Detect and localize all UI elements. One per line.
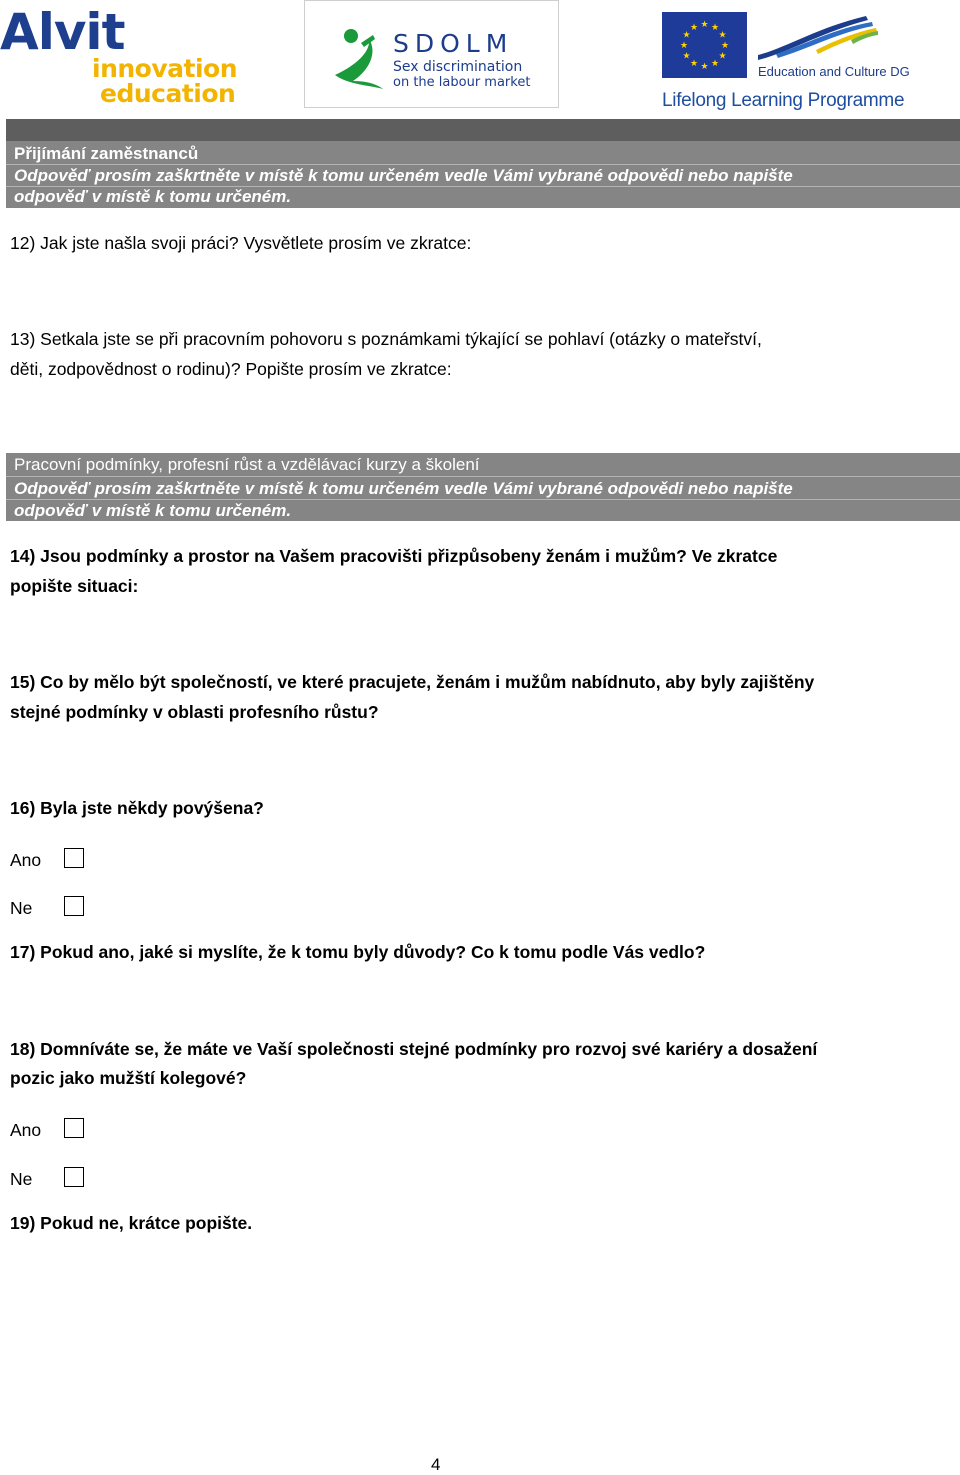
option-label-ano: Ano	[10, 850, 42, 870]
alvit-logo-wordmark: Alvit	[0, 3, 125, 61]
svg-text:★: ★	[700, 20, 709, 30]
option-label-ne: Ne	[10, 898, 33, 918]
sdolm-logo	[304, 0, 559, 108]
section-instruction-line1: Odpověď prosím zaškrtněte v místě k tomu určeném vedle Vámi vybrané odpovědi nebo napište	[14, 479, 793, 498]
alvit-logo-line3: education	[100, 79, 236, 108]
checkbox-q18-ne[interactable]	[64, 1167, 84, 1187]
education-culture-text: Education and Culture DG	[758, 64, 910, 79]
alvit-logo-line2: innovation	[92, 54, 237, 83]
svg-text:★: ★	[710, 59, 720, 69]
section-header-working-conditions	[6, 453, 960, 521]
section-title: Přijímání zaměstnanců	[14, 144, 199, 163]
sdolm-subtitle-1: Sex discrimination	[393, 59, 523, 75]
checkbox-q18-ano[interactable]	[64, 1118, 84, 1138]
lifelong-learning-programme-text: Lifelong Learning Programme	[662, 90, 905, 111]
education-culture-swoosh-icon	[756, 10, 896, 65]
svg-text:★: ★	[700, 62, 709, 72]
question-18-line1: 18) Domníváte se, že máte ve Vaší společnosti stejné podmínky pro rozvoj své kariéry a dosažení	[10, 1039, 818, 1059]
option-label-ne: Ne	[10, 1169, 33, 1189]
svg-text:★: ★	[682, 30, 691, 41]
section-title: Pracovní podmínky, profesní růst a vzdělávací kurzy a školení	[14, 455, 480, 474]
svg-text:★: ★	[718, 51, 727, 62]
option-label-ano: Ano	[10, 1120, 42, 1140]
question-16: 16) Byla jste někdy povýšena?	[10, 798, 264, 818]
sdolm-title: SDOLM	[393, 29, 514, 58]
question-14-line1: 14) Jsou podmínky a prostor na Vašem pracovišti přizpůsobeny ženám i mužům? Ve zkratce	[10, 546, 778, 566]
question-13-line1: 13) Setkala jste se při pracovním pohovoru s poznámkami týkající se pohlaví (otázky o mateřství,	[10, 329, 762, 349]
svg-text:★: ★	[718, 30, 727, 41]
alvit-logo	[0, 3, 245, 108]
svg-text:★: ★	[682, 51, 691, 62]
svg-text:★: ★	[689, 59, 699, 69]
svg-text:★: ★	[679, 41, 689, 51]
sdolm-subtitle-2: on the labour market	[393, 75, 531, 90]
sdolm-figure-icon	[331, 23, 391, 93]
section-instruction-line2: odpověď v místě k tomu určeném.	[14, 187, 292, 206]
question-18-line2: pozic jako mužští kolegové?	[10, 1068, 247, 1088]
question-13-line2: děti, zodpovědnost o rodinu)? Popište prosím ve zkratce:	[10, 359, 452, 379]
question-12: 12) Jak jste našla svoji práci? Vysvětlete prosím ve zkratce:	[10, 233, 472, 253]
question-19: 19) Pokud ne, krátce popište.	[10, 1213, 253, 1233]
page-number: 4	[431, 1455, 441, 1474]
question-14-line2: popište situaci:	[10, 576, 139, 596]
checkbox-q16-ne[interactable]	[64, 896, 84, 916]
svg-text:★: ★	[710, 23, 720, 33]
question-17: 17) Pokud ano, jaké si myslíte, že k tomu byly důvody? Co k tomu podle Vás vedlo?	[10, 942, 706, 962]
section-divider	[6, 476, 960, 477]
svg-text:★: ★	[720, 41, 730, 51]
section-instruction-line1: Odpověď prosím zaškrtněte v místě k tomu určeném vedle Vámi vybrané odpovědi nebo napište	[14, 166, 793, 185]
question-15-line1: 15) Co by mělo být společností, ve které pracujete, ženám i mužům nabídnuto, aby byly zajištěny	[10, 672, 815, 692]
section-header-dark-strip	[6, 119, 960, 141]
eu-flag-icon	[662, 12, 747, 78]
svg-text:★: ★	[689, 23, 699, 33]
section-instruction-line2: odpověď v místě k tomu určeném.	[14, 501, 292, 520]
section-header-recruitment	[6, 119, 960, 208]
question-15-line2: stejné podmínky v oblasti profesního růstu?	[10, 702, 379, 722]
checkbox-q16-ano[interactable]	[64, 848, 84, 868]
